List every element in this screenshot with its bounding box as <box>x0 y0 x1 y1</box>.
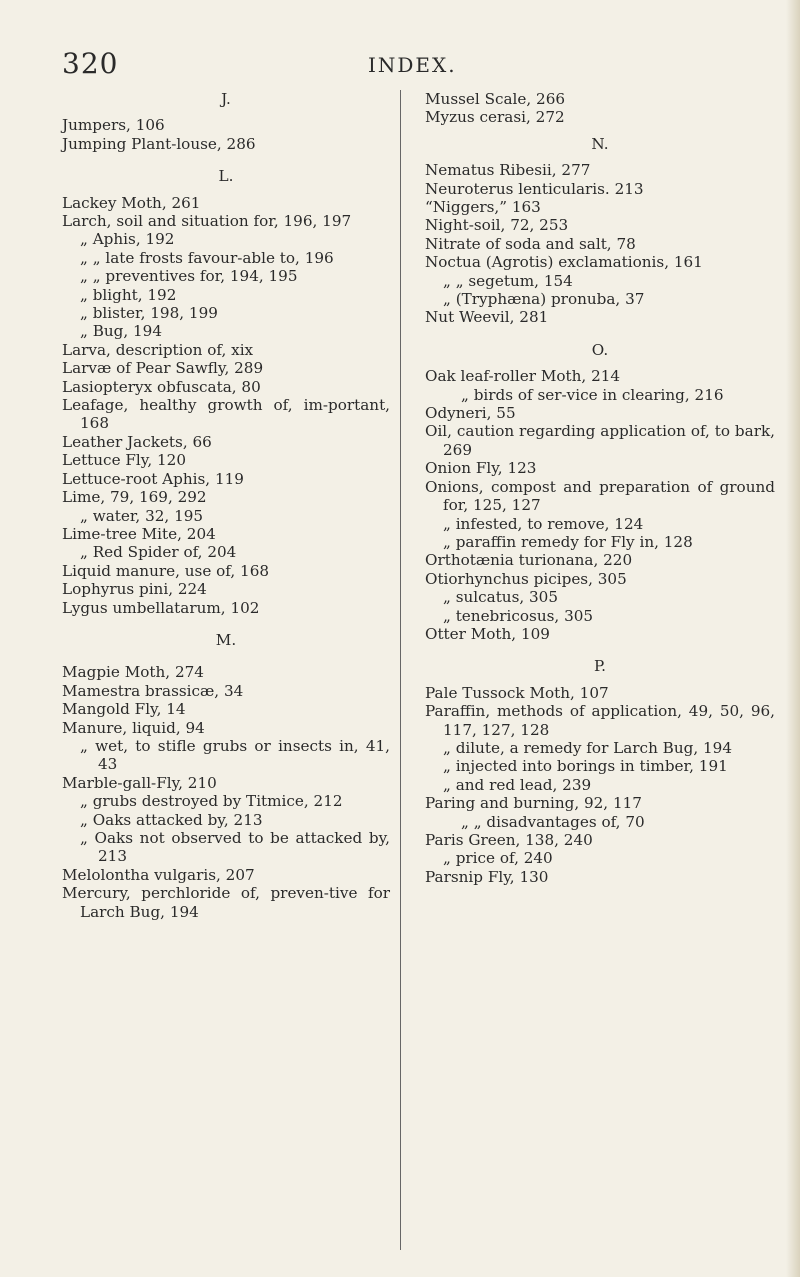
index-entry: Paris Green, 138, 240 <box>425 830 593 849</box>
index-entry: Otiorhynchus picipes, 305 <box>425 569 627 588</box>
index-entry: Lime, 79, 169, 292 <box>62 488 207 507</box>
index-entry: Lophyrus pini, 224 <box>62 580 207 599</box>
index-entry: Lettuce-root Aphis, 119 <box>62 469 244 488</box>
index-subentry: „ dilute, a remedy for Larch Bug, 194 <box>443 738 732 757</box>
index-entry: Lime-tree Mite, 204 <box>62 524 216 543</box>
index-entry: Onions, compost and preparation of ground for, 125, 127 <box>425 477 775 515</box>
index-subentry: „ Bug, 194 <box>80 322 163 341</box>
index-entry: Oil, caution regarding application of, to bark, 269 <box>425 422 775 459</box>
index-entry: Nematus Ribesii, 277 <box>425 161 591 180</box>
right-column <box>425 90 775 886</box>
index-entry: Magpie Moth, 274 <box>62 663 204 682</box>
index-subentry: „ wet, to stifle grubs or insects in, 41, 43 <box>80 736 390 774</box>
index-entry: Mercury, perchloride of, preven-tive for Larch Bug, 194 <box>62 884 390 921</box>
index-entry: Onion Fly, 123 <box>425 459 537 478</box>
index-subentry: „ Oaks not observed to be attacked by, 213 <box>80 828 390 866</box>
index-entry: Liquid manure, use of, 168 <box>62 561 270 580</box>
index-entry: Myzus cerasi, 272 <box>425 108 565 127</box>
index-subentry: „ (Tryphæna) pronuba, 37 <box>443 290 645 309</box>
index-entry: Jumping Plant-louse, 286 <box>62 134 256 153</box>
index-entry: Nitrate of soda and salt, 78 <box>425 234 636 253</box>
index-subentry: „ grubs destroyed by Titmice, 212 <box>80 792 343 811</box>
index-entry: Lygus umbellatarum, 102 <box>62 598 260 617</box>
left-column <box>62 90 390 921</box>
index-entry: Odyneri, 55 <box>425 404 516 423</box>
index-subentry: „ water, 32, 195 <box>80 506 204 525</box>
index-subentry: „ Aphis, 192 <box>80 230 175 249</box>
index-subentry: „ blister, 198, 199 <box>80 304 218 323</box>
index-entry: Orthotænia turionana, 220 <box>425 551 633 570</box>
column-divider <box>400 90 401 1250</box>
index-entry: Marble-gall-Fly, 210 <box>62 773 217 792</box>
index-entry: Lettuce Fly, 120 <box>62 451 186 470</box>
index-subentry: „ Red Spider of, 204 <box>80 543 237 562</box>
section-letter-m: M. <box>215 630 237 649</box>
index-subentry: „ paraffin remedy for Fly in, 128 <box>443 532 693 551</box>
index-subentry: „ Oaks attacked by, 213 <box>80 810 263 829</box>
index-entry: Night-soil, 72, 253 <box>425 216 569 235</box>
index-subentry: „ tenebricosus, 305 <box>443 606 594 625</box>
section-letter-j: J. <box>221 90 231 108</box>
index-entry: Leather Jackets, 66 <box>62 432 212 451</box>
index-entry: Parsnip Fly, 130 <box>425 867 549 886</box>
index-subentry: „ injected into borings in timber, 191 <box>443 757 728 776</box>
index-entry: Jumpers, 106 <box>62 116 165 135</box>
index-entry: Pale Tussock Moth, 107 <box>425 683 609 702</box>
section-letter-l: L. <box>218 167 234 186</box>
index-entry: Nut Weevil, 281 <box>425 308 549 327</box>
index-subentry: „ and red lead, 239 <box>443 775 592 794</box>
section-letter-o: O. <box>591 340 609 359</box>
index-subentry: „ „ preventives for, 194, 195 <box>80 267 298 286</box>
section-letter-n: N. <box>591 134 609 153</box>
index-subentry: „ birds of ser-vice in clearing, 216 <box>461 385 724 404</box>
index-entry: Mamestra brassicæ, 34 <box>62 681 244 700</box>
index-entry: Paraffin, methods of application, 49, 50, 96, 117, 127, 128 <box>425 702 775 739</box>
index-subentry: „ „ disadvantages of, 70 <box>461 812 645 831</box>
page-header <box>0 47 800 87</box>
index-entry: Noctua (Agrotis) exclamationis, 161 <box>425 253 703 272</box>
index-entry: Oak leaf-roller Moth, 214 <box>425 367 621 386</box>
index-subentry: „ infested, to remove, 124 <box>443 514 644 533</box>
index-entry: Manure, liquid, 94 <box>62 718 205 737</box>
page-number: 320 <box>62 47 119 80</box>
index-subentry: „ sulcatus, 305 <box>443 588 559 607</box>
index-entry: Larva, description of, xix <box>62 340 254 359</box>
page-edge-shadow <box>786 0 800 1277</box>
index-subentry: „ „ segetum, 154 <box>443 271 573 290</box>
index-entry: Mangold Fly, 14 <box>62 700 186 719</box>
index-entry: Paring and burning, 92, 117 <box>425 794 642 813</box>
index-entry: Leafage, healthy growth of, im-portant, 168 <box>62 396 390 433</box>
index-subentry: „ blight, 192 <box>80 285 177 304</box>
index-entry: Otter Moth, 109 <box>425 624 550 643</box>
index-entry: Larch, soil and situation for, 196, 197 <box>62 212 352 230</box>
index-entry: Neuroterus lenticularis. 213 <box>425 179 644 198</box>
index-entry: Mussel Scale, 266 <box>425 90 566 108</box>
index-entry: Lackey Moth, 261 <box>62 193 201 212</box>
running-head: INDEX. <box>368 53 457 77</box>
index-subentry: „ „ late frosts favour-able to, 196 <box>80 248 334 267</box>
section-letter-p: P. <box>594 657 606 676</box>
index-entry: “Niggers,” 163 <box>425 198 541 217</box>
index-entry: Melolontha vulgaris, 207 <box>62 865 255 884</box>
index-subentry: „ price of, 240 <box>443 849 553 868</box>
index-entry: Larvæ of Pear Sawfly, 289 <box>62 359 264 378</box>
index-entry: Lasiopteryx obfuscata, 80 <box>62 377 261 396</box>
